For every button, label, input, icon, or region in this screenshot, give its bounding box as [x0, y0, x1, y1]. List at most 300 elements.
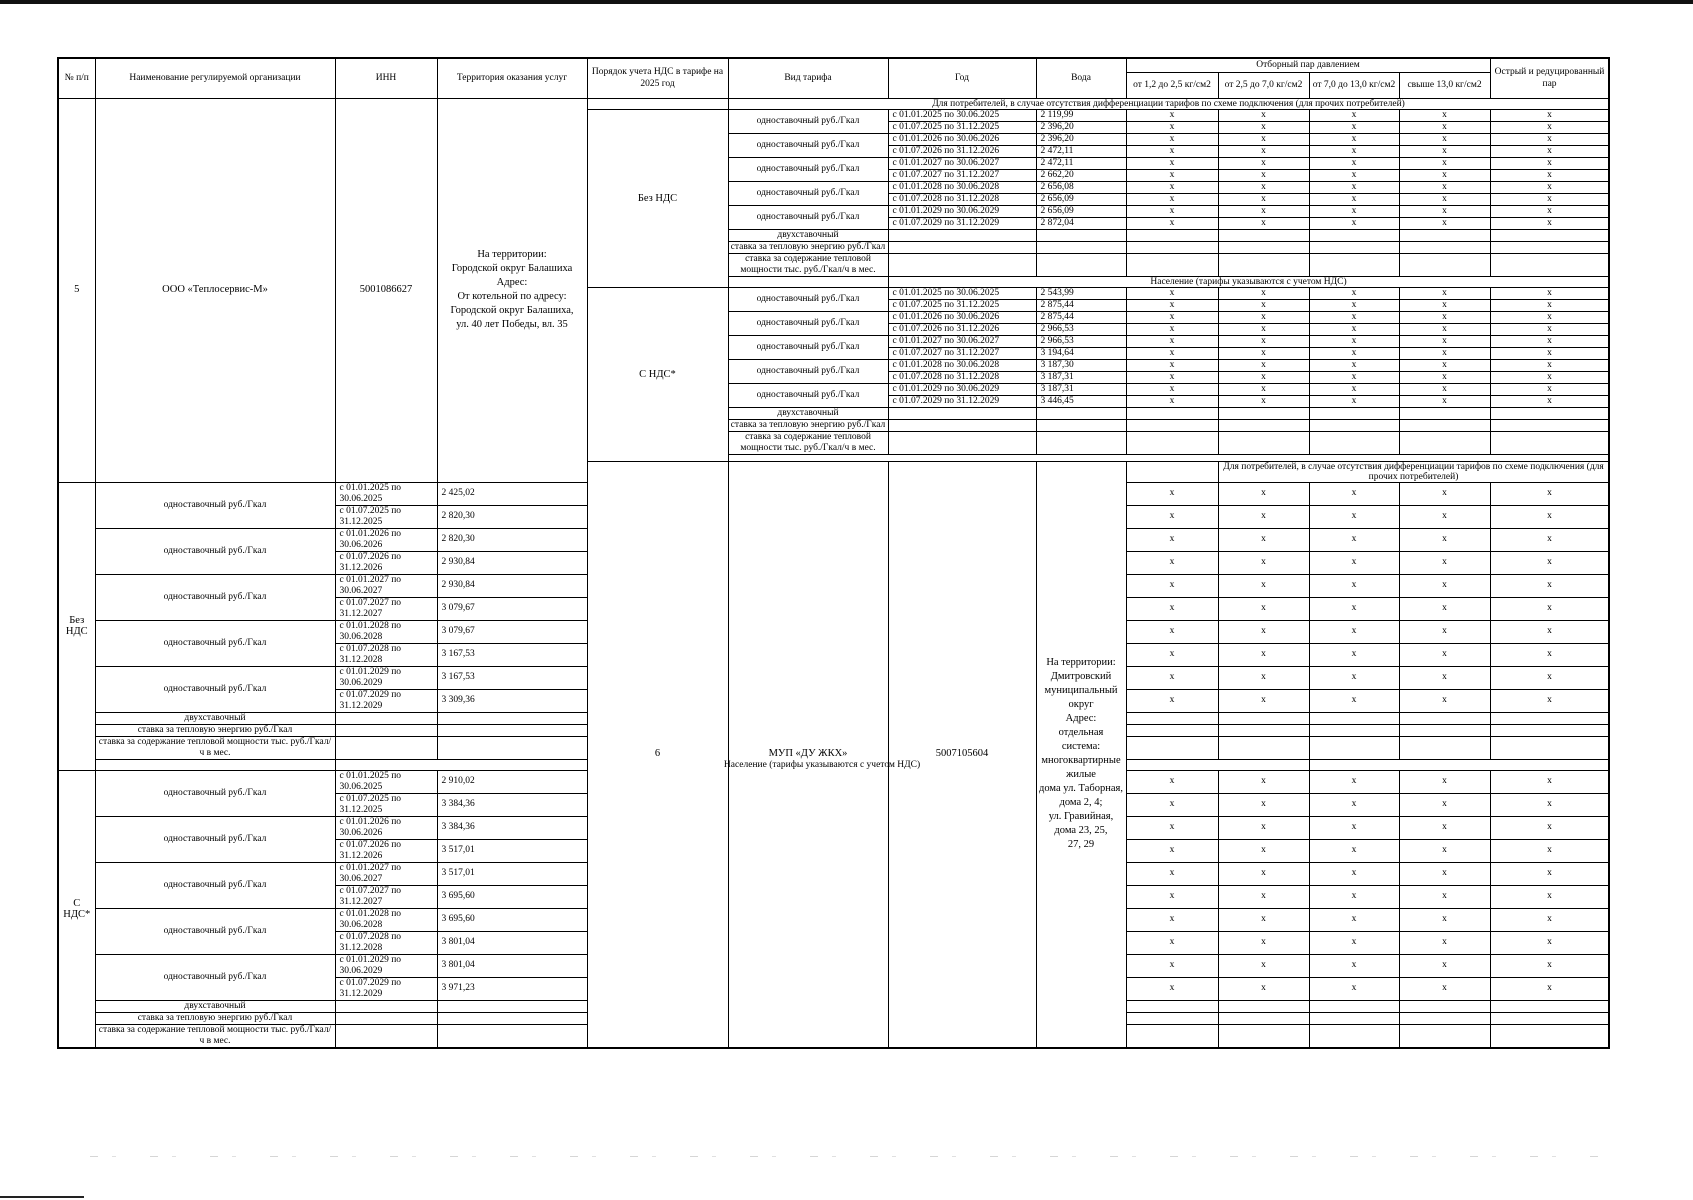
empty-cell — [1490, 736, 1609, 759]
x-mark: x — [1309, 839, 1399, 862]
x-mark: x — [1218, 335, 1309, 347]
x-mark: x — [1126, 169, 1218, 181]
x-mark: x — [1490, 145, 1609, 157]
x-mark: x — [1309, 770, 1399, 793]
period-cell: с 01.07.2028 по 31.12.2028 — [335, 931, 437, 954]
period-cell: с 01.01.2028 по 30.06.2028 — [888, 181, 1036, 193]
x-mark: x — [1218, 121, 1309, 133]
tariff-type-two-part: двухставочный — [728, 407, 888, 419]
x-mark: x — [1218, 395, 1309, 407]
section-header-row — [58, 98, 1609, 109]
water-value: 2 119,99 — [1036, 109, 1126, 121]
x-mark: x — [1490, 299, 1609, 311]
x-mark: x — [1399, 770, 1490, 793]
x-mark: x — [1309, 551, 1399, 574]
period-cell: с 01.01.2027 по 30.06.2027 — [888, 157, 1036, 169]
tariff-type-heat-rate: ставка за тепловую энергию руб./Гкал — [728, 241, 888, 253]
x-mark: x — [1126, 121, 1218, 133]
x-mark: x — [1218, 217, 1309, 229]
water-value: 2 425,02 — [437, 482, 587, 505]
scan-noise — [90, 1156, 1610, 1157]
x-mark: x — [1490, 620, 1609, 643]
scan-top-edge — [0, 0, 1693, 4]
water-value: 3 167,53 — [437, 643, 587, 666]
tariff-type-single: одноставочный руб./Гкал — [95, 954, 335, 1000]
empty-cell — [1126, 241, 1218, 253]
empty-cell — [1490, 431, 1609, 454]
water-value: 3 801,04 — [437, 931, 587, 954]
x-mark: x — [1399, 181, 1490, 193]
x-mark: x — [1490, 885, 1609, 908]
x-mark: x — [1399, 359, 1490, 371]
period-cell: с 01.01.2025 по 30.06.2025 — [335, 482, 437, 505]
tariff-type-capacity-rate: ставка за содержание тепловой мощности тыс. руб./Гкал/ч в мес. — [728, 253, 888, 276]
x-mark: x — [1399, 335, 1490, 347]
empty-cell — [1399, 1000, 1490, 1012]
x-mark: x — [1490, 666, 1609, 689]
x-mark: x — [1490, 109, 1609, 121]
x-mark: x — [1490, 395, 1609, 407]
x-mark: x — [1399, 816, 1490, 839]
empty-cell — [1490, 1000, 1609, 1012]
tariff-type-heat-rate: ставка за тепловую энергию руб./Гкал — [95, 1012, 335, 1024]
empty-cell — [1309, 229, 1399, 241]
x-mark: x — [1399, 689, 1490, 712]
x-mark: x — [1309, 954, 1399, 977]
x-mark: x — [1218, 666, 1309, 689]
empty-cell — [1126, 1000, 1218, 1012]
x-mark: x — [1309, 862, 1399, 885]
x-mark: x — [1126, 157, 1218, 169]
water-value: 2 656,08 — [1036, 181, 1126, 193]
empty-cell — [1036, 431, 1126, 454]
x-mark: x — [1490, 217, 1609, 229]
empty-cell — [888, 253, 1036, 276]
x-mark: x — [1490, 793, 1609, 816]
x-mark: x — [1399, 311, 1490, 323]
empty-cell — [1218, 712, 1309, 724]
empty-cell — [1218, 241, 1309, 253]
empty-cell — [1399, 712, 1490, 724]
x-mark: x — [1126, 770, 1218, 793]
x-mark: x — [1126, 335, 1218, 347]
period-cell: с 01.07.2025 по 31.12.2025 — [888, 299, 1036, 311]
x-mark: x — [1399, 954, 1490, 977]
x-mark: x — [1309, 299, 1399, 311]
water-value: 2 930,84 — [437, 551, 587, 574]
section-label-population: Население (тарифы указываются с учетом НДС) — [335, 759, 1309, 770]
org-name: ООО «Теплосервис-М» — [95, 98, 335, 482]
empty-cell — [1399, 419, 1490, 431]
x-mark: x — [1218, 145, 1309, 157]
x-mark: x — [1218, 908, 1309, 931]
water-value: 3 079,67 — [437, 597, 587, 620]
section-label-other: Для потребителей, в случае отсутствия дифференциации тарифов по схеме подключения (для прочих потребителей) — [728, 98, 1609, 109]
header-territory: Территория оказания услуг — [437, 58, 587, 98]
tariff-type-single: одноставочный руб./Гкал — [95, 908, 335, 954]
tariff-type-single: одноставочный руб./Гкал — [95, 528, 335, 574]
header-pressure-3: от 7,0 до 13,0 кг/см2 — [1309, 72, 1399, 98]
empty-cell — [1490, 241, 1609, 253]
empty-cell — [437, 712, 587, 724]
x-mark: x — [1309, 689, 1399, 712]
x-mark: x — [1309, 311, 1399, 323]
empty-cell — [1490, 1024, 1609, 1048]
period-cell: с 01.07.2029 по 31.12.2029 — [335, 977, 437, 1000]
empty-cell — [1126, 229, 1218, 241]
water-value: 3 187,30 — [1036, 359, 1126, 371]
x-mark: x — [1490, 597, 1609, 620]
x-mark: x — [1399, 157, 1490, 169]
header-vat-order: Порядок учета НДС в тарифе на 2025 год — [587, 58, 728, 98]
tariff-type-single: одноставочный руб./Гкал — [95, 620, 335, 666]
period-cell: с 01.07.2028 по 31.12.2028 — [888, 193, 1036, 205]
period-cell: с 01.07.2026 по 31.12.2026 — [888, 145, 1036, 157]
vat-order-empty — [1126, 461, 1218, 482]
period-cell: с 01.07.2026 по 31.12.2026 — [888, 323, 1036, 335]
org-inn: 5001086627 — [335, 98, 437, 482]
water-value: 2 543,99 — [1036, 287, 1126, 299]
x-mark: x — [1399, 620, 1490, 643]
header-year: Год — [888, 58, 1036, 98]
period-cell: с 01.07.2026 по 31.12.2026 — [335, 551, 437, 574]
x-mark: x — [1490, 311, 1609, 323]
x-mark: x — [1126, 347, 1218, 359]
x-mark: x — [1126, 528, 1218, 551]
period-cell: с 01.07.2027 по 31.12.2027 — [335, 597, 437, 620]
empty-cell — [437, 736, 587, 759]
org-number: 5 — [58, 98, 95, 482]
tariff-type-capacity-rate: ставка за содержание тепловой мощности тыс. руб./Гкал/ч в мес. — [95, 736, 335, 759]
x-mark: x — [1218, 299, 1309, 311]
tariff-type-single: одноставочный руб./Гкал — [728, 383, 888, 407]
tariff-type-single: одноставочный руб./Гкал — [95, 574, 335, 620]
x-mark: x — [1490, 977, 1609, 1000]
x-mark: x — [1399, 109, 1490, 121]
x-mark: x — [1218, 597, 1309, 620]
empty-cell — [1126, 253, 1218, 276]
empty-cell — [1309, 1012, 1399, 1024]
x-mark: x — [1218, 482, 1309, 505]
water-value: 2 662,20 — [1036, 169, 1126, 181]
empty-cell — [1126, 1012, 1218, 1024]
x-mark: x — [1126, 299, 1218, 311]
empty-cell — [1036, 407, 1126, 419]
vat-order-empty — [95, 759, 335, 770]
empty-cell — [1490, 407, 1609, 419]
empty-cell — [437, 1024, 587, 1048]
x-mark: x — [1126, 643, 1218, 666]
tariff-type-two-part: двухставочный — [95, 1000, 335, 1012]
x-mark: x — [1309, 574, 1399, 597]
x-mark: x — [1126, 574, 1218, 597]
water-value: 2 820,30 — [437, 505, 587, 528]
empty-cell — [1126, 736, 1218, 759]
x-mark: x — [1399, 977, 1490, 1000]
x-mark: x — [1309, 977, 1399, 1000]
x-mark: x — [1218, 931, 1309, 954]
period-cell: с 01.01.2026 по 30.06.2026 — [888, 311, 1036, 323]
x-mark: x — [1399, 597, 1490, 620]
period-cell: с 01.01.2028 по 30.06.2028 — [335, 620, 437, 643]
empty-cell — [1126, 431, 1218, 454]
empty-cell — [335, 736, 437, 759]
x-mark: x — [1490, 383, 1609, 395]
period-cell: с 01.07.2029 по 31.12.2029 — [335, 689, 437, 712]
tariff-type-single: одноставочный руб./Гкал — [728, 109, 888, 133]
x-mark: x — [1309, 323, 1399, 335]
x-mark: x — [1126, 217, 1218, 229]
empty-cell — [1399, 253, 1490, 276]
x-mark: x — [1490, 287, 1609, 299]
x-mark: x — [1399, 205, 1490, 217]
x-mark: x — [1309, 157, 1399, 169]
empty-cell — [1218, 431, 1309, 454]
header-steam-group: Отборный пар давлением — [1126, 58, 1490, 72]
empty-cell — [1309, 431, 1399, 454]
empty-cell — [437, 1000, 587, 1012]
header-org: Наименование регулируемой организации — [95, 58, 335, 98]
x-mark: x — [1399, 643, 1490, 666]
x-mark: x — [1309, 395, 1399, 407]
x-mark: x — [1490, 121, 1609, 133]
x-mark: x — [1126, 287, 1218, 299]
water-value: 2 396,20 — [1036, 121, 1126, 133]
vat-order-empty — [728, 276, 888, 287]
x-mark: x — [1399, 482, 1490, 505]
empty-cell — [335, 712, 437, 724]
empty-cell — [1218, 419, 1309, 431]
header-num: № п/п — [58, 58, 95, 98]
x-mark: x — [1126, 205, 1218, 217]
x-mark: x — [1399, 528, 1490, 551]
x-mark: x — [1218, 839, 1309, 862]
x-mark: x — [1126, 666, 1218, 689]
x-mark: x — [1126, 383, 1218, 395]
x-mark: x — [1309, 121, 1399, 133]
x-mark: x — [1126, 482, 1218, 505]
org-territory: На территории: Городской округ Балашиха Адрес: От котельной по адресу: Городской округ Балашиха, ул. 40 лет Победы, вл. 35 — [437, 98, 587, 482]
header-pressure-2: от 2,5 до 7,0 кг/см2 — [1218, 72, 1309, 98]
x-mark: x — [1218, 505, 1309, 528]
water-value: 2 875,44 — [1036, 299, 1126, 311]
tariff-type-two-part: двухставочный — [728, 229, 888, 241]
x-mark: x — [1218, 643, 1309, 666]
x-mark: x — [1490, 169, 1609, 181]
tariff-type-single: одноставочный руб./Гкал — [728, 311, 888, 335]
period-cell: с 01.07.2028 по 31.12.2028 — [888, 371, 1036, 383]
tariff-type-single: одноставочный руб./Гкал — [95, 482, 335, 528]
empty-cell — [1399, 407, 1490, 419]
x-mark: x — [1399, 383, 1490, 395]
period-cell: с 01.01.2029 по 30.06.2029 — [888, 383, 1036, 395]
x-mark: x — [1399, 666, 1490, 689]
x-mark: x — [1218, 347, 1309, 359]
org-territory: На территории: Дмитровский муниципальный округ Адрес: отдельная система: многоквартирные жилые дома ул. Таборная, дома 2, 4; ул. Гравийная, дома 23, 25, 27, 29 — [1036, 461, 1126, 1048]
x-mark: x — [1309, 666, 1399, 689]
empty-cell — [1309, 407, 1399, 419]
empty-cell — [888, 241, 1036, 253]
water-value: 3 971,23 — [437, 977, 587, 1000]
empty-cell — [888, 229, 1036, 241]
empty-cell — [1399, 724, 1490, 736]
x-mark: x — [1218, 371, 1309, 383]
tariff-type-single: одноставочный руб./Гкал — [95, 862, 335, 908]
x-mark: x — [1309, 217, 1399, 229]
x-mark: x — [1126, 931, 1218, 954]
x-mark: x — [1126, 977, 1218, 1000]
x-mark: x — [1126, 359, 1218, 371]
x-mark: x — [1490, 482, 1609, 505]
period-cell: с 01.07.2025 по 31.12.2025 — [888, 121, 1036, 133]
x-mark: x — [1218, 977, 1309, 1000]
x-mark: x — [1126, 145, 1218, 157]
x-mark: x — [1309, 371, 1399, 383]
x-mark: x — [1126, 181, 1218, 193]
x-mark: x — [1126, 793, 1218, 816]
vat-with-label: С НДС* — [587, 287, 728, 461]
vat-without-label: Без НДС — [58, 482, 95, 770]
x-mark: x — [1490, 816, 1609, 839]
empty-cell — [1399, 1012, 1490, 1024]
empty-cell — [888, 407, 1036, 419]
period-cell: с 01.01.2027 по 30.06.2027 — [335, 862, 437, 885]
empty-cell — [1036, 419, 1126, 431]
x-mark: x — [1218, 770, 1309, 793]
empty-cell — [1399, 241, 1490, 253]
empty-cell — [1309, 1000, 1399, 1012]
empty-cell — [335, 1024, 437, 1048]
period-cell: с 01.07.2029 по 31.12.2029 — [888, 217, 1036, 229]
tariff-type-single: одноставочный руб./Гкал — [95, 816, 335, 862]
x-mark: x — [1218, 287, 1309, 299]
empty-cell — [1126, 419, 1218, 431]
x-mark: x — [1309, 335, 1399, 347]
x-mark: x — [1490, 931, 1609, 954]
scan-bottom-mark — [0, 1196, 84, 1198]
period-cell: с 01.01.2027 по 30.06.2027 — [888, 335, 1036, 347]
period-cell: с 01.07.2028 по 31.12.2028 — [335, 643, 437, 666]
x-mark: x — [1490, 205, 1609, 217]
x-mark: x — [1490, 770, 1609, 793]
water-value: 3 309,36 — [437, 689, 587, 712]
period-cell: с 01.07.2027 по 31.12.2027 — [888, 347, 1036, 359]
empty-cell — [1309, 253, 1399, 276]
x-mark: x — [1490, 954, 1609, 977]
x-mark: x — [1309, 287, 1399, 299]
x-mark: x — [1309, 528, 1399, 551]
empty-cell — [1490, 229, 1609, 241]
header-water: Вода — [1036, 58, 1126, 98]
x-mark: x — [1309, 885, 1399, 908]
tariff-type-heat-rate: ставка за тепловую энергию руб./Гкал — [728, 419, 888, 431]
empty-cell — [1218, 253, 1309, 276]
water-value: 3 187,31 — [1036, 383, 1126, 395]
org-number: 6 — [587, 461, 728, 1048]
water-value: 3 167,53 — [437, 666, 587, 689]
x-mark: x — [1399, 287, 1490, 299]
tariff-table-body — [58, 98, 1609, 1048]
section-header-row — [58, 759, 1609, 770]
x-mark: x — [1126, 862, 1218, 885]
period-cell: с 01.01.2028 по 30.06.2028 — [888, 359, 1036, 371]
x-mark: x — [1218, 109, 1309, 121]
x-mark: x — [1218, 574, 1309, 597]
period-cell: с 01.01.2029 по 30.06.2029 — [335, 954, 437, 977]
x-mark: x — [1399, 299, 1490, 311]
x-mark: x — [1399, 574, 1490, 597]
x-mark: x — [1490, 574, 1609, 597]
x-mark: x — [1399, 323, 1490, 335]
x-mark: x — [1490, 908, 1609, 931]
x-mark: x — [1490, 839, 1609, 862]
water-value: 2 472,11 — [1036, 145, 1126, 157]
x-mark: x — [1309, 931, 1399, 954]
empty-cell — [1399, 431, 1490, 454]
tariff-type-single: одноставочный руб./Гкал — [728, 335, 888, 359]
water-value: 2 966,53 — [1036, 323, 1126, 335]
x-mark: x — [1309, 169, 1399, 181]
water-value: 2 966,53 — [1036, 335, 1126, 347]
x-mark: x — [1490, 371, 1609, 383]
x-mark: x — [1399, 793, 1490, 816]
x-mark: x — [1490, 157, 1609, 169]
water-value: 3 384,36 — [437, 816, 587, 839]
period-cell: с 01.07.2027 по 31.12.2027 — [888, 169, 1036, 181]
x-mark: x — [1126, 395, 1218, 407]
x-mark: x — [1218, 181, 1309, 193]
water-value: 3 695,60 — [437, 885, 587, 908]
x-mark: x — [1490, 133, 1609, 145]
header-pressure-4: свыше 13,0 кг/см2 — [1399, 72, 1490, 98]
x-mark: x — [1126, 908, 1218, 931]
x-mark: x — [1309, 643, 1399, 666]
x-mark: x — [1490, 505, 1609, 528]
water-value: 2 656,09 — [1036, 193, 1126, 205]
x-mark: x — [1399, 551, 1490, 574]
tariff-table — [57, 57, 1610, 1049]
org-inn: 5007105604 — [888, 461, 1036, 1048]
x-mark: x — [1399, 347, 1490, 359]
x-mark: x — [1490, 193, 1609, 205]
tariff-type-heat-rate: ставка за тепловую энергию руб./Гкал — [95, 724, 335, 736]
x-mark: x — [1218, 551, 1309, 574]
x-mark: x — [1126, 689, 1218, 712]
section-label-other: Для потребителей, в случае отсутствия дифференциации тарифов по схеме подключения (для прочих потребителей) — [1218, 461, 1609, 482]
x-mark: x — [1399, 133, 1490, 145]
x-mark: x — [1399, 908, 1490, 931]
empty-cell — [1218, 724, 1309, 736]
empty-cell — [335, 1012, 437, 1024]
x-mark: x — [1126, 954, 1218, 977]
empty-cell — [1218, 229, 1309, 241]
x-mark: x — [1309, 347, 1399, 359]
water-value: 3 517,01 — [437, 862, 587, 885]
vat-with-label: С НДС* — [58, 770, 95, 1048]
x-mark: x — [1309, 597, 1399, 620]
x-mark: x — [1126, 311, 1218, 323]
x-mark: x — [1490, 551, 1609, 574]
empty-cell — [1490, 1012, 1609, 1024]
x-mark: x — [1309, 359, 1399, 371]
x-mark: x — [1218, 383, 1309, 395]
period-cell: с 01.01.2029 по 30.06.2029 — [888, 205, 1036, 217]
x-mark: x — [1218, 157, 1309, 169]
tariff-type-two-part: двухставочный — [95, 712, 335, 724]
x-mark: x — [1126, 193, 1218, 205]
empty-cell — [335, 1000, 437, 1012]
period-cell: с 01.01.2025 по 30.06.2025 — [335, 770, 437, 793]
